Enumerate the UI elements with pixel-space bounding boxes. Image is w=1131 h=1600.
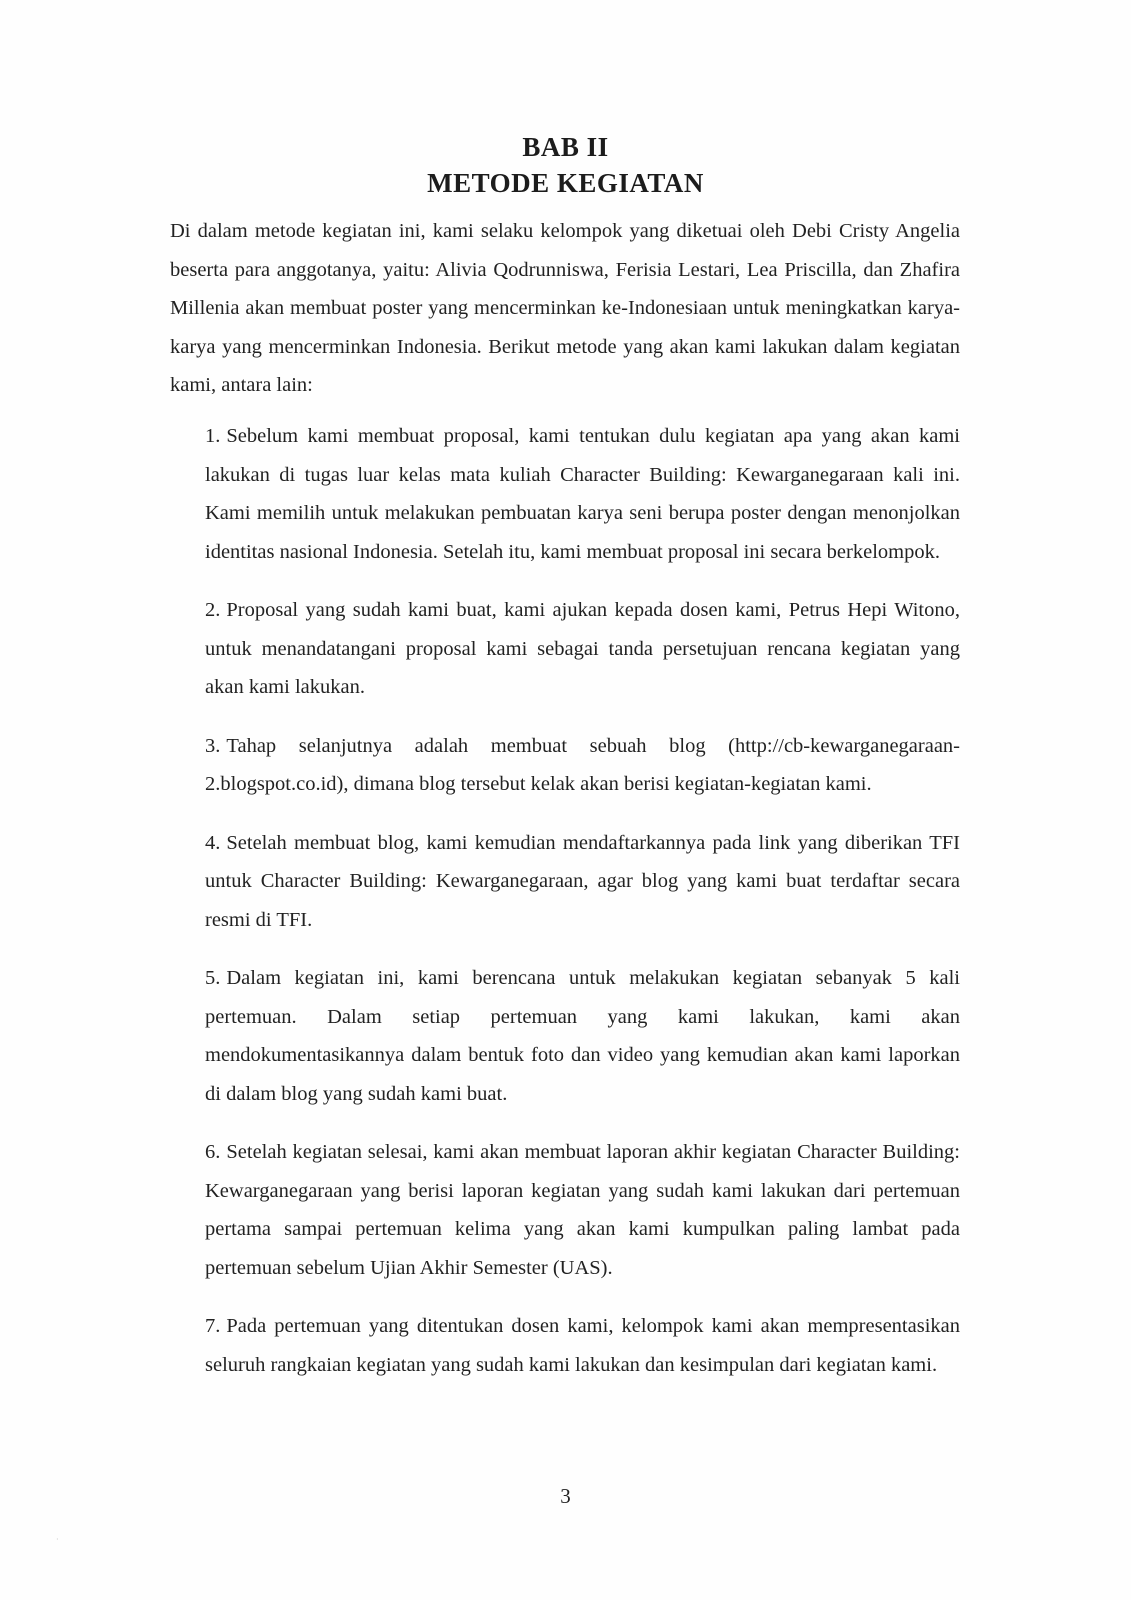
- chapter-number: BAB II: [522, 132, 609, 162]
- step-text: Proposal yang sudah kami buat, kami ajukan kepada dosen kami, Petrus Hepi Witono, untuk menandatangani proposal kami sebagai tanda persetujuan rencana kegiatan yang akan kami lakukan.: [205, 599, 960, 698]
- chapter-title: METODE KEGIATAN: [427, 168, 704, 198]
- step-number: 1.: [205, 425, 221, 447]
- step-text: Setelah kegiatan selesai, kami akan membuat laporan akhir kegiatan Character Building: Kewarganegaraan yang berisi laporan kegiatan yang sudah kami lakukan dari pertemuan pertama sampai pertemuan kelima yang akan kami kumpulkan paling lambat pada pertemuan sebelum Ujian Akhir Semester (UAS).: [205, 1141, 960, 1279]
- intro-paragraph: Di dalam metode kegiatan ini, kami selaku kelompok yang diketuai oleh Debi Cristy Angelia beserta para anggotanya, yaitu: Alivia Qodrunniswa, Ferisia Lestari, Lea Priscilla, dan Zhafira Millenia akan membuat poster yang mencerminkan ke-Indonesiaan untuk meningkatkan karya-karya yang mencerminkan Indonesia. Berikut metode yang akan kami lakukan dalam kegiatan kami, antara lain:: [170, 220, 960, 396]
- step-number: 5.: [205, 967, 221, 989]
- list-item: [205, 824, 960, 940]
- list-item: [205, 959, 960, 1113]
- list-item: [205, 1133, 960, 1287]
- step-number: 6.: [205, 1141, 221, 1163]
- step-number: 7.: [205, 1315, 221, 1337]
- page-number: 3: [560, 1484, 571, 1508]
- list-item: [205, 417, 960, 571]
- step-text: Setelah membuat blog, kami kemudian mendaftarkannya pada link yang diberikan TFI untuk Character Building: Kewarganegaraan, agar blog yang kami buat terdaftar secara resmi di TFI.: [205, 831, 960, 931]
- step-number: 4.: [205, 831, 221, 854]
- list-item: [205, 591, 960, 707]
- step-text: Tahap selanjutnya adalah membuat sebuah blog (http://cb-kewarganegaraan-2.blogspot.co.id), dimana blog tersebut kelak akan berisi kegiatan-kegiatan kami.: [205, 734, 960, 795]
- step-number: 2.: [205, 599, 221, 621]
- step-text: Sebelum kami membuat proposal, kami tentukan dulu kegiatan apa yang akan kami lakukan di tugas luar kelas mata kuliah Character Building: Kewarganegaraan kali ini. Kami memilih untuk melakukan pembuatan karya seni berupa poster dengan menonjolkan identitas nasional Indonesia. Setelah itu, kami membuat proposal ini secara berkelompok.: [205, 425, 960, 563]
- scan-speck: ·: [56, 1535, 59, 1544]
- list-item: [205, 727, 960, 804]
- method-steps-list: [205, 417, 960, 1404]
- list-item: [205, 1307, 960, 1384]
- step-text: Dalam kegiatan ini, kami berencana untuk melakukan kegiatan sebanyak 5 kali pertemuan. Dalam setiap pertemuan yang kami lakukan, kami akan mendokumentasikannya dalam bentuk foto dan video yang kemudian akan kami laporkan di dalam blog yang sudah kami buat.: [205, 967, 960, 1105]
- step-text: Pada pertemuan yang ditentukan dosen kami, kelompok kami akan mempresentasikan seluruh rangkaian kegiatan yang sudah kami lakukan dan kesimpulan dari kegiatan kami.: [205, 1315, 960, 1376]
- step-number: 3.: [205, 734, 221, 757]
